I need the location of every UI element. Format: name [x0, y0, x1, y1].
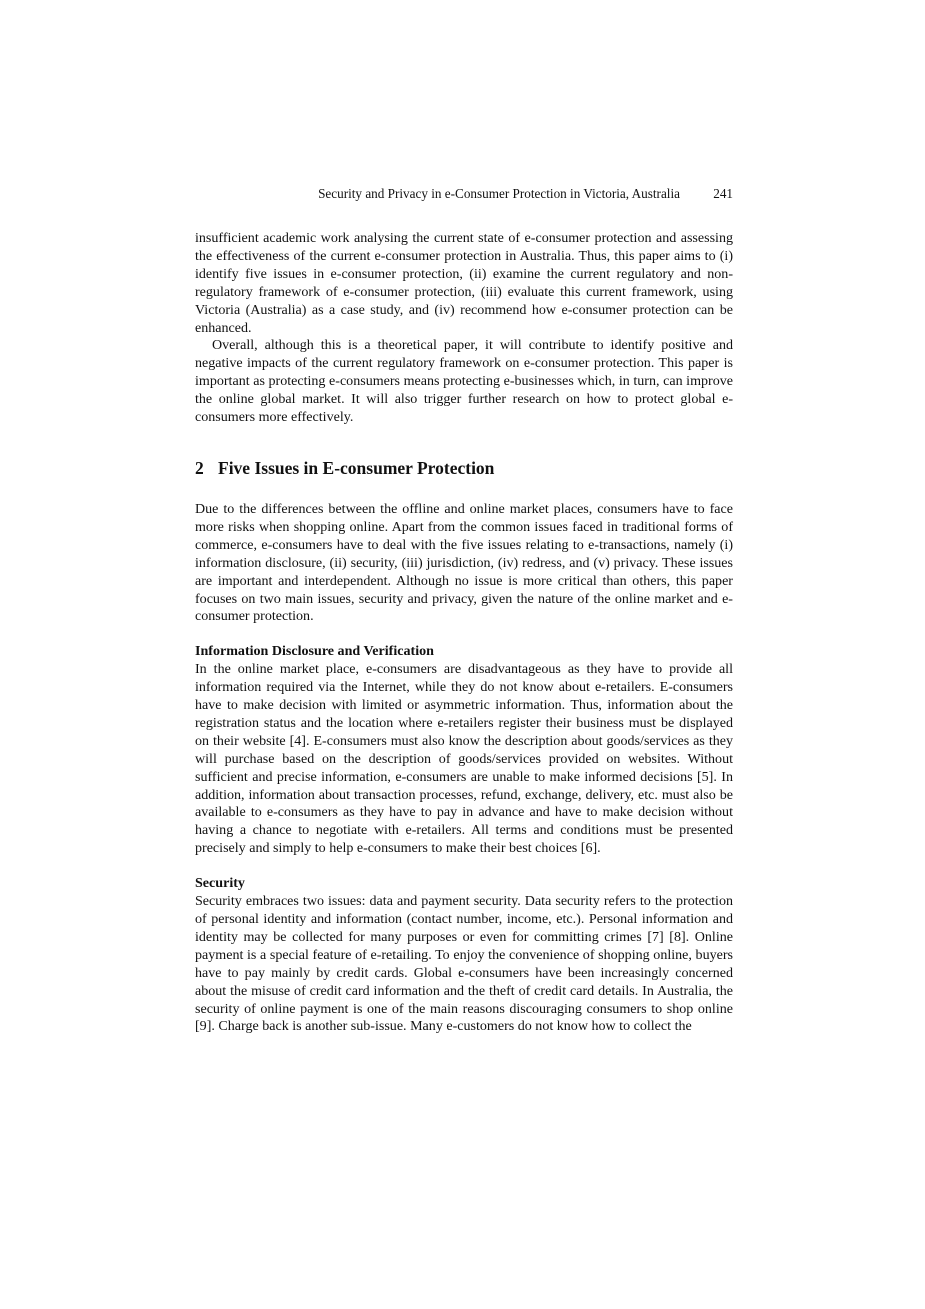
subheading-security: Security — [195, 875, 245, 892]
section-number: 2 — [195, 457, 204, 478]
security-paragraph: Security embraces two issues: data and payment security. Data security refers to the protection of personal identity and information (contact number, income, etc.). Personal information and identity may be collected for many purposes or even for committing crimes [7] [8]. Online payment is a special feature of e-retailing. To enjoy the convenience of shopping online, buyers have to pay mainly by credit cards. Global e-consumers have been increasingly concerned about the misuse of credit card information and the theft of credit card details. In Australia, the security of online payment is one of the main reasons discouraging consumers to shop online [9]. Charge back is another sub-issue. Many e-customers do not know how to collect the — [195, 893, 733, 1035]
running-header — [195, 184, 733, 206]
section-title: Five Issues in E-consumer Protection — [218, 457, 495, 478]
intro-paragraph-2: Overall, although this is a theoretical paper, it will contribute to identify positive and negative impacts of the current regulatory framework on e-consumer protection. This paper is important as protecting e-consumers means protecting e-businesses which, in turn, can improve the online global market. It will also trigger further research on how to protect global e-consumers more effectively. — [195, 337, 733, 426]
subheading-information-disclosure: Information Disclosure and Verification — [195, 643, 434, 660]
page-number: 241 — [713, 186, 733, 201]
section-heading — [195, 457, 733, 479]
information-disclosure-paragraph: In the online market place, e-consumers are disadvantageous as they have to provide all information required via the Internet, while they do not know about e-retailers. E-consumers have to make decision with limited or asymmetric information. Thus, information about the registration status and the location where e-retailers register their business must be displayed on their website [4]. E-consumers must also know the description about goods/services as they will purchase based on the description of goods/services provided on websites. Without sufficient and precise information, e-consumers are unable to make informed decisions [5]. In addition, information about transaction processes, refund, exchange, delivery, etc. must also be available to e-consumers as they have to pay in advance and have to make decision without having a chance to negotiate with e-retailers. All terms and conditions must be presented precisely and simply to help e-consumers to make their best choices [6]. — [195, 661, 733, 857]
section-paragraph: Due to the differences between the offline and online market places, consumers have to face more risks when shopping online. Apart from the common issues faced in traditional forms of commerce, e-consumers have to deal with the five issues relating to e-transactions, namely (i) information disclosure, (ii) security, (iii) jurisdiction, (iv) redress, and (v) privacy. These issues are important and interdependent. Although no issue is more critical than others, this paper focuses on two main issues, security and privacy, given the nature of the online market and e-consumer protection. — [195, 500, 733, 625]
intro-paragraph-1: insufficient academic work analysing the current state of e-consumer protection and assessing the effectiveness of the current e-consumer protection in Australia. Thus, this paper aims to (i) identify five issues in e-consumer protection, (ii) examine the current regulatory and non-regulatory framework of e-consumer protection, (iii) evaluate this current framework, using Victoria (Australia) as a case study, and (iv) recommend how e-consumer protection can be enhanced. — [195, 230, 733, 336]
paper-page — [195, 184, 733, 1036]
running-title: Security and Privacy in e-Consumer Protection in Victoria, Australia — [318, 186, 680, 201]
